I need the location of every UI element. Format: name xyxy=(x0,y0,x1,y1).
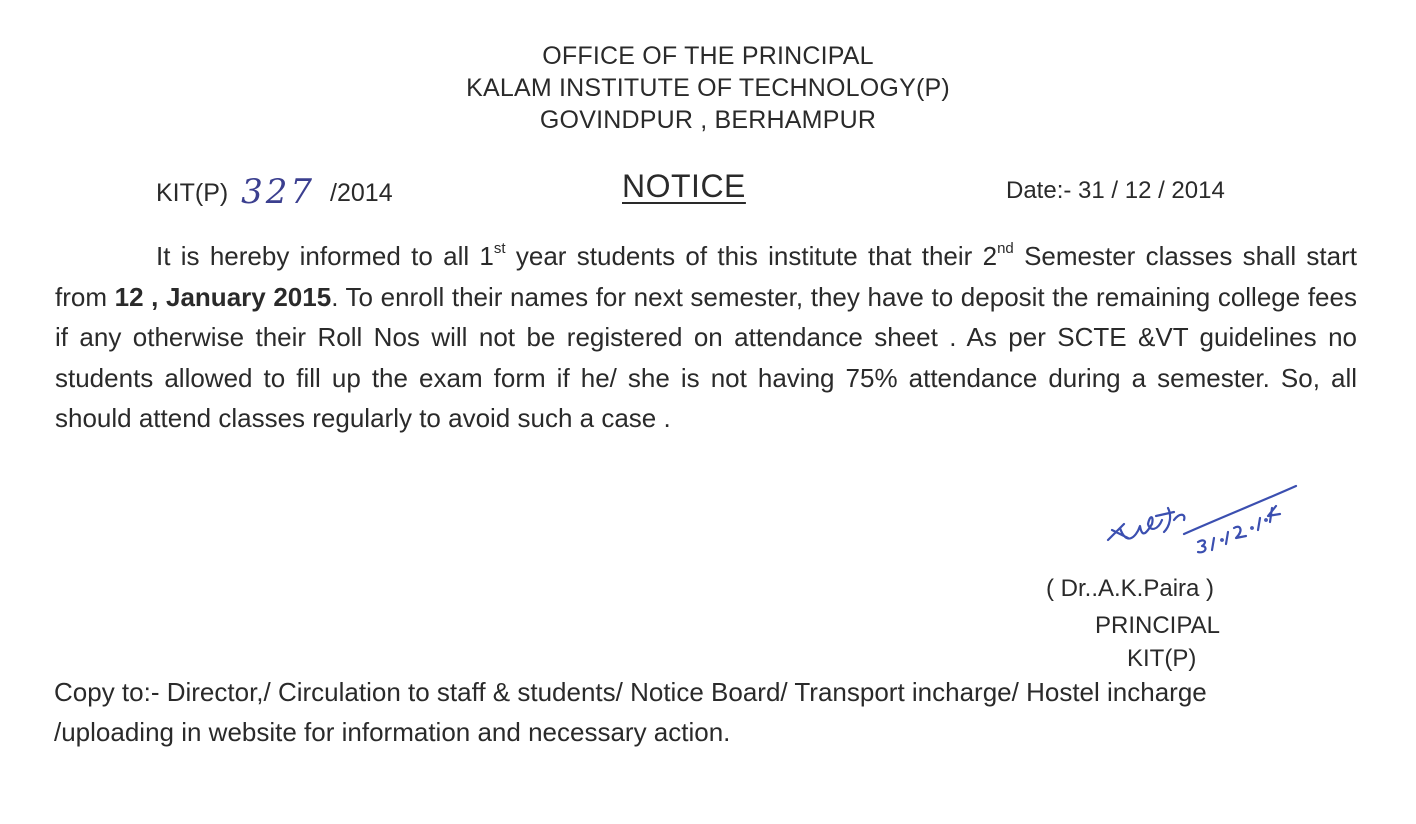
handwritten-reference-number: 327 xyxy=(241,172,316,212)
reference-number xyxy=(156,170,393,210)
body-text-3: Semester classes shall start from xyxy=(55,241,1357,312)
copy-to: Copy to:- Director,/ Circulation to staff & students/ Notice Board/ Transport incharge/ Hostel incharge /uploading in website for information and necessary action. xyxy=(54,677,1207,747)
signatory-title: PRINCIPAL xyxy=(1095,612,1220,639)
body-text-4: . To enroll their names for next semester, they have to deposit the remaining college fees if any otherwise their Roll Nos will not be registered on attendance sheet . As per SCTE &VT guidelines no students allowed to fill up the exam form if he/ she is not having 75% attendance during a semester. So, all should attend classes regularly to avoid such a case . xyxy=(55,281,1357,433)
reference-prefix: KIT(P) xyxy=(156,179,229,207)
reference-suffix: /2014 xyxy=(330,179,393,207)
body-text-1: It is hereby informed to all 1 xyxy=(156,241,494,271)
body-sup-2: nd xyxy=(997,240,1014,258)
page-title: NOTICE xyxy=(622,168,746,204)
institute-name: KALAM INSTITUTE OF TECHNOLOGY(P) xyxy=(466,74,950,102)
principal-signature xyxy=(1100,468,1310,564)
body-text-2: year students of this institute that their 2 xyxy=(505,241,998,271)
body-sup-1: st xyxy=(493,240,506,258)
institute-address: GOVINDPUR , BERHAMPUR xyxy=(539,106,877,134)
letterhead xyxy=(0,40,1416,136)
notice-body xyxy=(55,236,1357,439)
start-date: 12 , January 2015 xyxy=(114,281,332,312)
notice-date: Date:- 31 / 12 / 2014 xyxy=(1006,177,1225,204)
office-line: OFFICE OF THE PRINCIPAL xyxy=(542,42,874,70)
signatory-name: ( Dr..A.K.Paira ) xyxy=(1046,575,1215,602)
signatory-organization: KIT(P) xyxy=(1127,645,1197,672)
